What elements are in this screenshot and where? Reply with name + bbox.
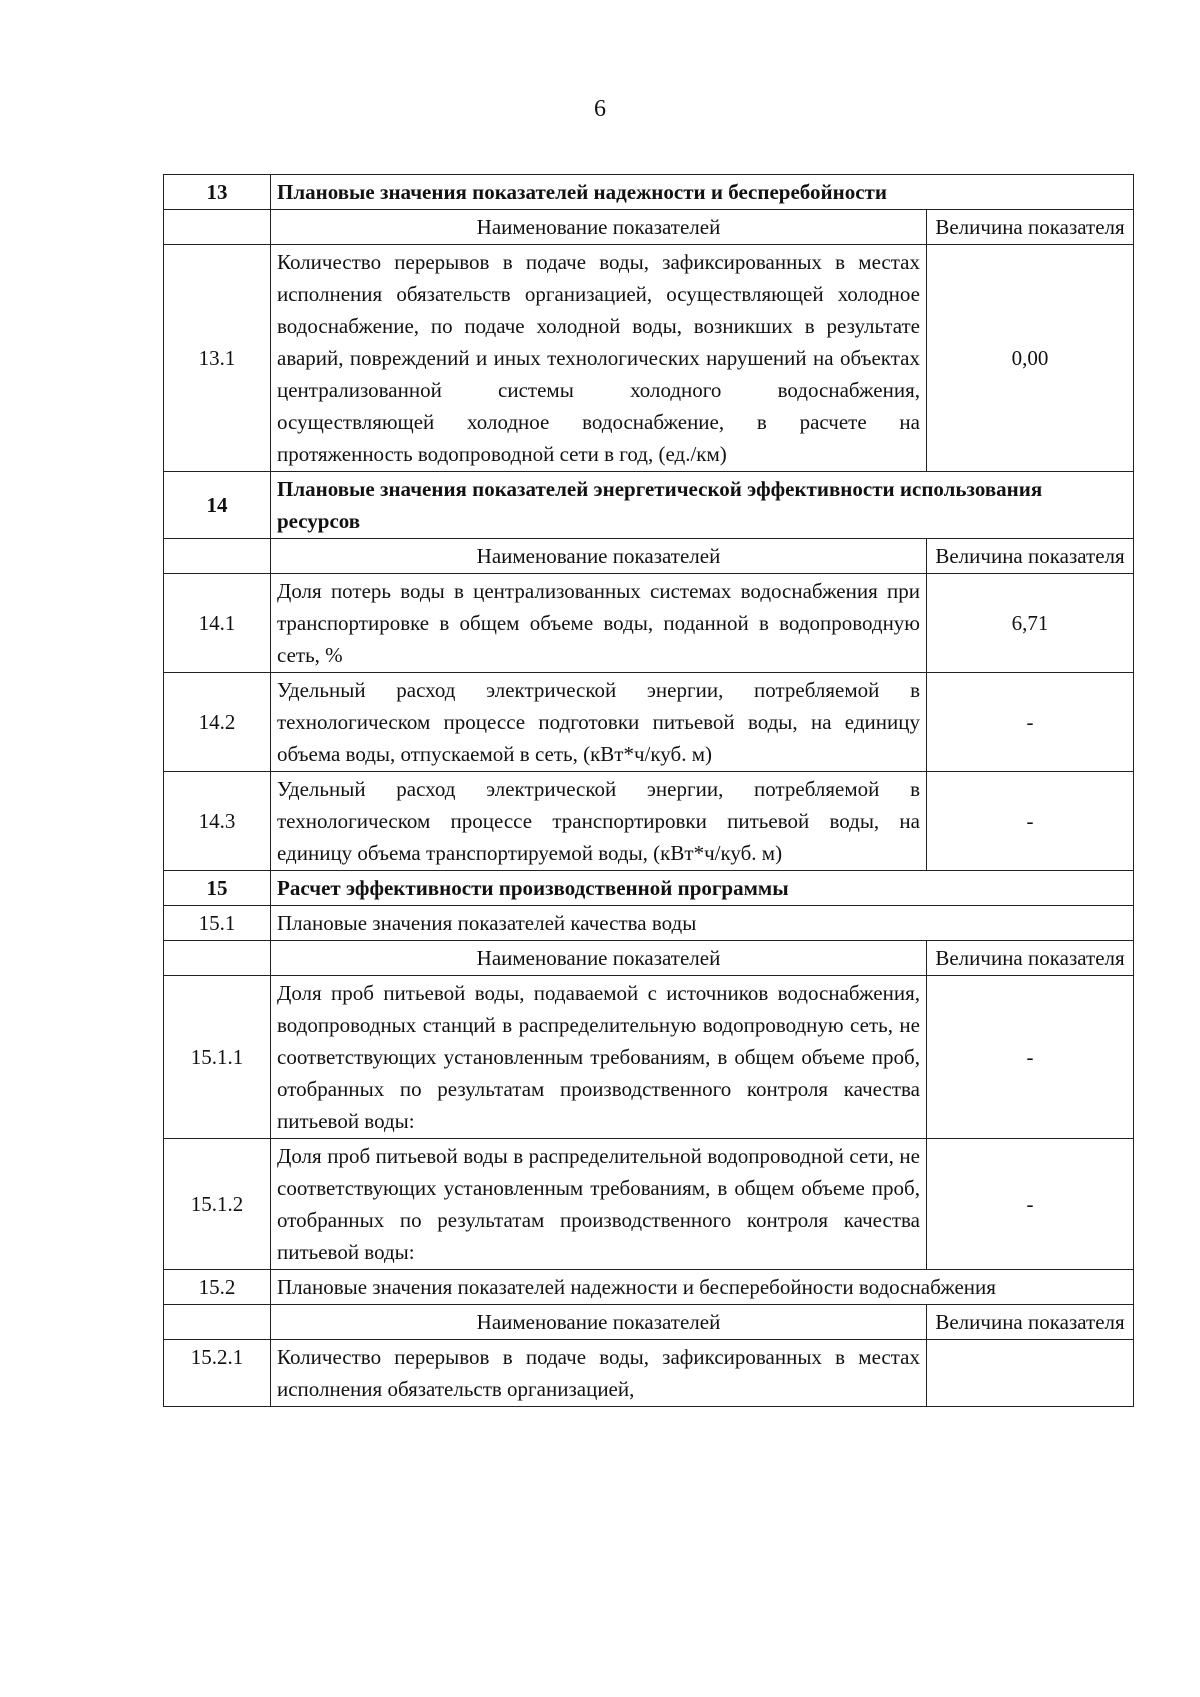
empty-cell bbox=[164, 1305, 271, 1340]
table-row bbox=[164, 1340, 1134, 1407]
subsection-row-15-1 bbox=[164, 906, 1134, 941]
row-number: 14.2 bbox=[164, 673, 271, 772]
row-number: 13 bbox=[164, 175, 271, 210]
section-row-13 bbox=[164, 175, 1134, 210]
indicator-value: - bbox=[927, 976, 1134, 1139]
row-number: 14.3 bbox=[164, 772, 271, 871]
section-title: Плановые значения показателей надежности и бесперебойности bbox=[271, 175, 1134, 210]
indicator-value: - bbox=[927, 673, 1134, 772]
table-header-row bbox=[164, 941, 1134, 976]
indicator-name: Доля проб питьевой воды, подаваемой с источников водоснабжения, водопроводных станций в распределительную водопроводную сеть, не соответствующих установленным требованиям, в общем объеме проб, отобранных по результатам производственного контроля качества питьевой воды: bbox=[271, 976, 927, 1139]
subsection-title: Плановые значения показателей качества воды bbox=[271, 906, 1134, 941]
section-row-15 bbox=[164, 871, 1134, 906]
table-row bbox=[164, 1139, 1134, 1270]
row-number: 15.1 bbox=[164, 906, 271, 941]
header-name-cell: Наименование показателей bbox=[271, 1305, 927, 1340]
row-number: 15.2.1 bbox=[164, 1340, 271, 1407]
header-name-cell: Наименование показателей bbox=[271, 210, 927, 245]
row-number: 14.1 bbox=[164, 574, 271, 673]
indicator-value: - bbox=[927, 772, 1134, 871]
subsection-title: Плановые значения показателей надежности и бесперебойности водоснабжения bbox=[271, 1270, 1134, 1305]
indicator-value: 6,71 bbox=[927, 574, 1134, 673]
empty-cell bbox=[164, 539, 271, 574]
empty-cell bbox=[164, 210, 271, 245]
indicator-name: Доля потерь воды в централизованных системах водоснабжения при транспортировке в общем объеме воды, поданной в водопроводную сеть, % bbox=[271, 574, 927, 673]
row-number: 15 bbox=[164, 871, 271, 906]
table-row bbox=[164, 574, 1134, 673]
table-header-row bbox=[164, 210, 1134, 245]
table-header-row bbox=[164, 1305, 1134, 1340]
row-number: 15.2 bbox=[164, 1270, 271, 1305]
header-value-cell: Величина показателя bbox=[927, 1305, 1134, 1340]
section-title: Плановые значения показателей энергетической эффективности использования ресурсов bbox=[271, 472, 1134, 539]
table-header-row bbox=[164, 539, 1134, 574]
indicator-name: Удельный расход электрической энергии, потребляемой в технологическом процессе подготовки питьевой воды, на единицу объема воды, отпускаемой в сеть, (кВт*ч/куб. м) bbox=[271, 673, 927, 772]
header-value-cell: Величина показателя bbox=[927, 210, 1134, 245]
indicators-table bbox=[163, 174, 1134, 1407]
table-row bbox=[164, 772, 1134, 871]
header-value-cell: Величина показателя bbox=[927, 539, 1134, 574]
header-name-cell: Наименование показателей bbox=[271, 539, 927, 574]
empty-cell bbox=[164, 941, 271, 976]
row-number: 13.1 bbox=[164, 245, 271, 472]
section-title: Расчет эффективности производственной программы bbox=[271, 871, 1134, 906]
indicator-value: - bbox=[927, 1139, 1134, 1270]
row-number: 14 bbox=[164, 472, 271, 539]
indicator-name: Удельный расход электрической энергии, потребляемой в технологическом процессе транспортировки питьевой воды, на единицу объема транспортируемой воды, (кВт*ч/куб. м) bbox=[271, 772, 927, 871]
indicator-value bbox=[927, 1340, 1134, 1407]
indicator-name: Количество перерывов в подаче воды, зафиксированных в местах исполнения обязательств организацией, bbox=[271, 1340, 927, 1407]
header-name-cell: Наименование показателей bbox=[271, 941, 927, 976]
section-row-14 bbox=[164, 472, 1134, 539]
table-row bbox=[164, 245, 1134, 472]
header-value-cell: Величина показателя bbox=[927, 941, 1134, 976]
row-number: 15.1.2 bbox=[164, 1139, 271, 1270]
subsection-row-15-2 bbox=[164, 1270, 1134, 1305]
indicator-name: Количество перерывов в подаче воды, зафиксированных в местах исполнения обязательств организацией, осуществляющей холодное водоснабжение, по подаче холодной воды, возникших в результате аварий, повреждений и иных технологических нарушений на объектах централизованной системы холодного водоснабжения, осуществляющей холодное водоснабжение, в расчете на протяженность водопроводной сети в год, (ед./км) bbox=[271, 245, 927, 472]
page-number: 6 bbox=[594, 96, 606, 122]
indicator-name: Доля проб питьевой воды в распределительной водопроводной сети, не соответствующих установленным требованиям, в общем объеме проб, отобранных по результатам производственного контроля качества питьевой воды: bbox=[271, 1139, 927, 1270]
indicator-value: 0,00 bbox=[927, 245, 1134, 472]
table-row bbox=[164, 976, 1134, 1139]
row-number: 15.1.1 bbox=[164, 976, 271, 1139]
table-row bbox=[164, 673, 1134, 772]
